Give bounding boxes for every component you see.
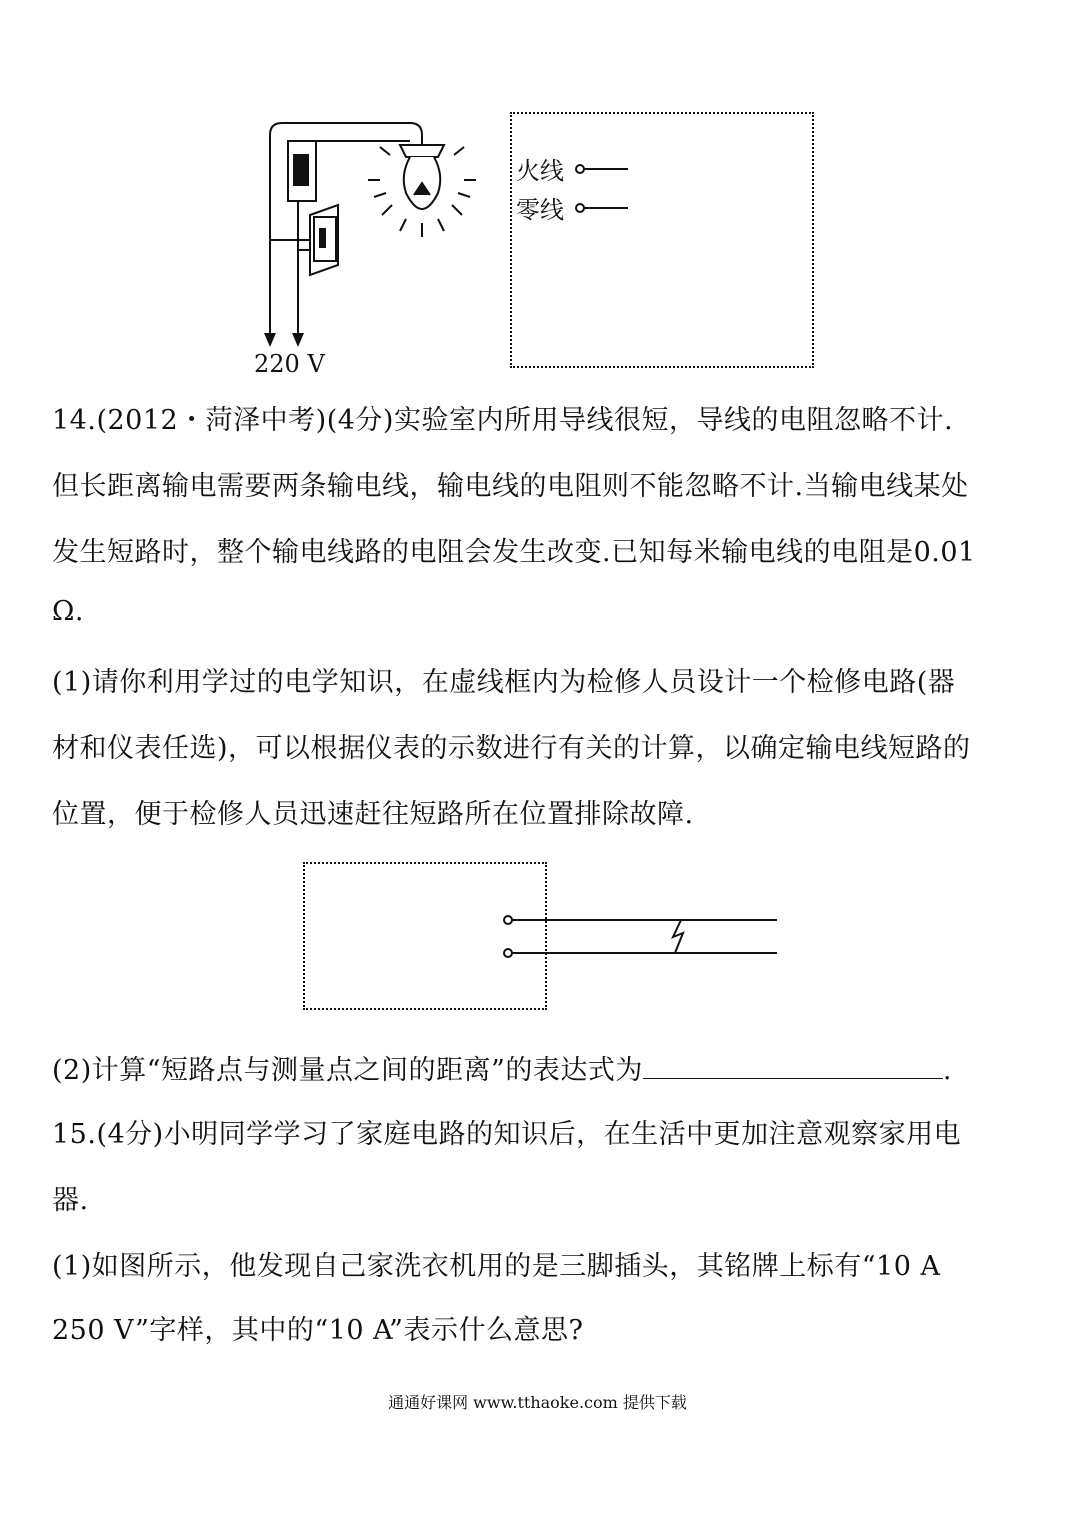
neutral-wire-label: 零线 [516, 196, 564, 224]
q14-line-2: 但长距离输电需要两条输电线，输电线的电阻则不能忽略不计.当输电线某处 [52, 471, 969, 502]
q14-part2-period: . [942, 1055, 952, 1086]
house-wiring-figure [250, 105, 480, 355]
voltage-label: 220 V [254, 350, 325, 378]
q15-line-2: 器. [52, 1185, 89, 1216]
q15-part1-line-1: (1)如图所示，他发现自己家洗衣机用的是三脚插头，其铭牌上标有“10 A [52, 1251, 941, 1282]
q14-line-3: 发生短路时，整个输电线路的电阻会发生改变.已知每米输电线的电阻是0.01 [52, 537, 976, 568]
q14-part1-line-3: 位置，便于检修人员迅速赶往短路所在位置排除故障. [52, 799, 694, 830]
q14-line-1: 14.(2012・菏泽中考)(4分)实验室内所用导线很短，导线的电阻忽略不计. [52, 405, 954, 436]
q15-part1-line-2: 250 V”字样，其中的“10 A”表示什么意思? [52, 1315, 584, 1346]
page-footer: 通通好课网 www.tthaoke.com 提供下载 [388, 1393, 687, 1412]
q14-part2-prompt: (2)计算“短路点与测量点之间的距离”的表达式为 [52, 1055, 643, 1086]
terminal-leads [570, 158, 640, 218]
q14-part1-line-1: (1)请你利用学过的电学知识，在虚线框内为检修人员设计一个检修电路(器 [52, 667, 956, 698]
q14-part1-line-2: 材和仪表任选)，可以根据仪表的示数进行有关的计算，以确定输电线短路的 [52, 733, 971, 764]
q15-line-1: 15.(4分)小明同学学习了家庭电路的知识后，在生活中更加注意观察家用电 [52, 1119, 962, 1150]
q14-part2 [52, 1048, 952, 1087]
transmission-lines-figure [495, 905, 785, 965]
answer-blank[interactable] [643, 1054, 943, 1079]
q14-line-4: Ω. [52, 596, 84, 627]
live-wire-label: 火线 [516, 157, 564, 185]
